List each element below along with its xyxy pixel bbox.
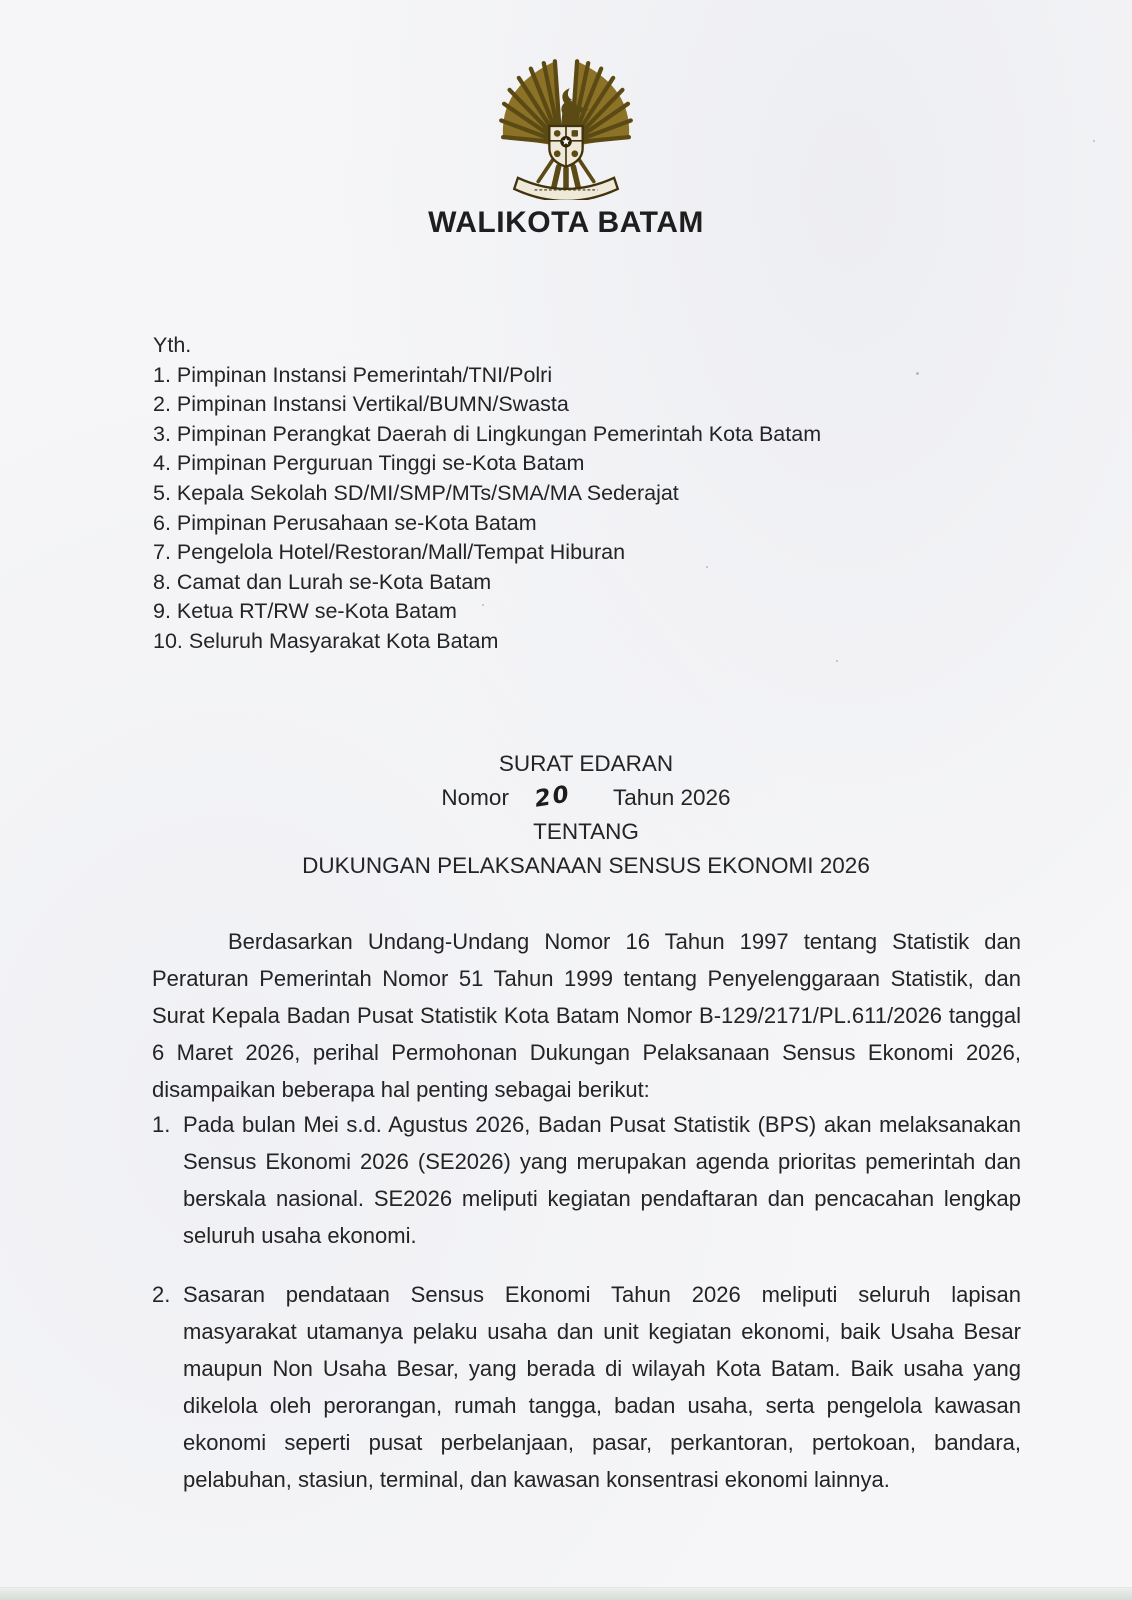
subject-title: DUKUNGAN PELAKSANAAN SENSUS EKONOMI 2026 bbox=[302, 852, 870, 878]
doc-type: SURAT EDARAN bbox=[498, 751, 674, 776]
recipient-item: 6. Pimpinan Perusahaan se-Kota Batam bbox=[153, 510, 537, 535]
recipient-item: 1. Pimpinan Instansi Pemerintah/TNI/Polri bbox=[153, 362, 553, 387]
letterhead-title: WALIKOTA BATAM bbox=[428, 206, 704, 239]
recipient-item: 7. Pengelola Hotel/Restoran/Mall/Tempat Hiburan bbox=[153, 540, 626, 565]
point-item bbox=[152, 1106, 1021, 1254]
recipients-salutation: Yth. bbox=[153, 333, 192, 357]
recipient-item: 10. Seluruh Masyarakat Kota Batam bbox=[153, 628, 499, 653]
point-number: 2. bbox=[152, 1282, 171, 1307]
points-list bbox=[152, 1106, 1021, 1498]
point-text: Sasaran pendataan Sensus Ekonomi Tahun 2026 meliputi seluruh lapisan masyarakat utamanya pelaku usaha dan unit kegiatan ekonomi, baik Usaha Besar maupun Non Usaha Besar, yang berada di wilayah Kota Batam. Baik usaha yang dikelola oleh perorangan, rumah tangga, badan usaha, serta pengelola kawasan ekonomi seperti pusat perbelanjaan, pasar, perkantoran, pertokoan, bandara, pelabuhan, stasiun, terminal, dan kawasan konsentrasi ekonomi lainnya. bbox=[183, 1282, 1021, 1492]
recipient-item: 5. Kepala Sekolah SD/MI/SMP/MTs/SMA/MA Sederajat bbox=[153, 480, 679, 505]
recipient-item: 4. Pimpinan Perguruan Tinggi se-Kota Batam bbox=[153, 451, 585, 476]
recipients-block bbox=[153, 331, 821, 657]
tentang-label: TENTANG bbox=[533, 819, 639, 844]
scan-edge-artifact bbox=[0, 1587, 1132, 1600]
scan-speck bbox=[482, 604, 484, 606]
scan-speck bbox=[916, 372, 919, 375]
nomor-line bbox=[152, 781, 1020, 816]
scan-speck bbox=[908, 1049, 910, 1051]
opening-paragraph: Berdasarkan Undang-Undang Nomor 16 Tahun 1997 tentang Statistik dan Peraturan Pemerintah Nomor 51 Tahun 1999 tentang Penyelenggaraan Statistik, dan Surat Kepala Badan Pusat Statistik Kota Batam Nomor B-129/2171/PL.611/2026 tanggal 6 Maret 2026, perihal Permohonan Dukungan Pelaksanaan Sensus Ekonomi 2026, disampaikan beberapa hal penting sebagai berikut: bbox=[152, 929, 1021, 1102]
recipient-item: 9. Ketua RT/RW se-Kota Batam bbox=[153, 599, 457, 624]
scan-speck bbox=[706, 566, 708, 568]
subject-block bbox=[152, 747, 1020, 882]
point-number: 1. bbox=[152, 1112, 171, 1137]
point-item bbox=[152, 1276, 1021, 1498]
point-text: Pada bulan Mei s.d. Agustus 2026, Badan Pusat Statistik (BPS) akan melaksanakan Sensus Ekonomi 2026 (SE2026) yang merupakan agenda prioritas pemerintah dan berskala nasional. SE2026 meliputi kegiatan pendaftaran dan pencacahan lengkap seluruh usaha ekonomi. bbox=[183, 1112, 1021, 1248]
recipient-item: 8. Camat dan Lurah se-Kota Batam bbox=[153, 569, 492, 594]
nomor-value-handwritten: 20 bbox=[532, 780, 573, 813]
scan-speck bbox=[836, 660, 838, 662]
garuda-pancasila-icon bbox=[490, 52, 642, 200]
recipient-item: 3. Pimpinan Perangkat Daerah di Lingkungan Pemerintah Kota Batam bbox=[153, 421, 822, 446]
nomor-label: Nomor bbox=[441, 784, 509, 810]
tahun-label: Tahun 2026 bbox=[612, 784, 731, 810]
scan-speck bbox=[1093, 140, 1095, 142]
recipient-item: 2. Pimpinan Instansi Vertikal/BUMN/Swasta bbox=[153, 392, 569, 417]
